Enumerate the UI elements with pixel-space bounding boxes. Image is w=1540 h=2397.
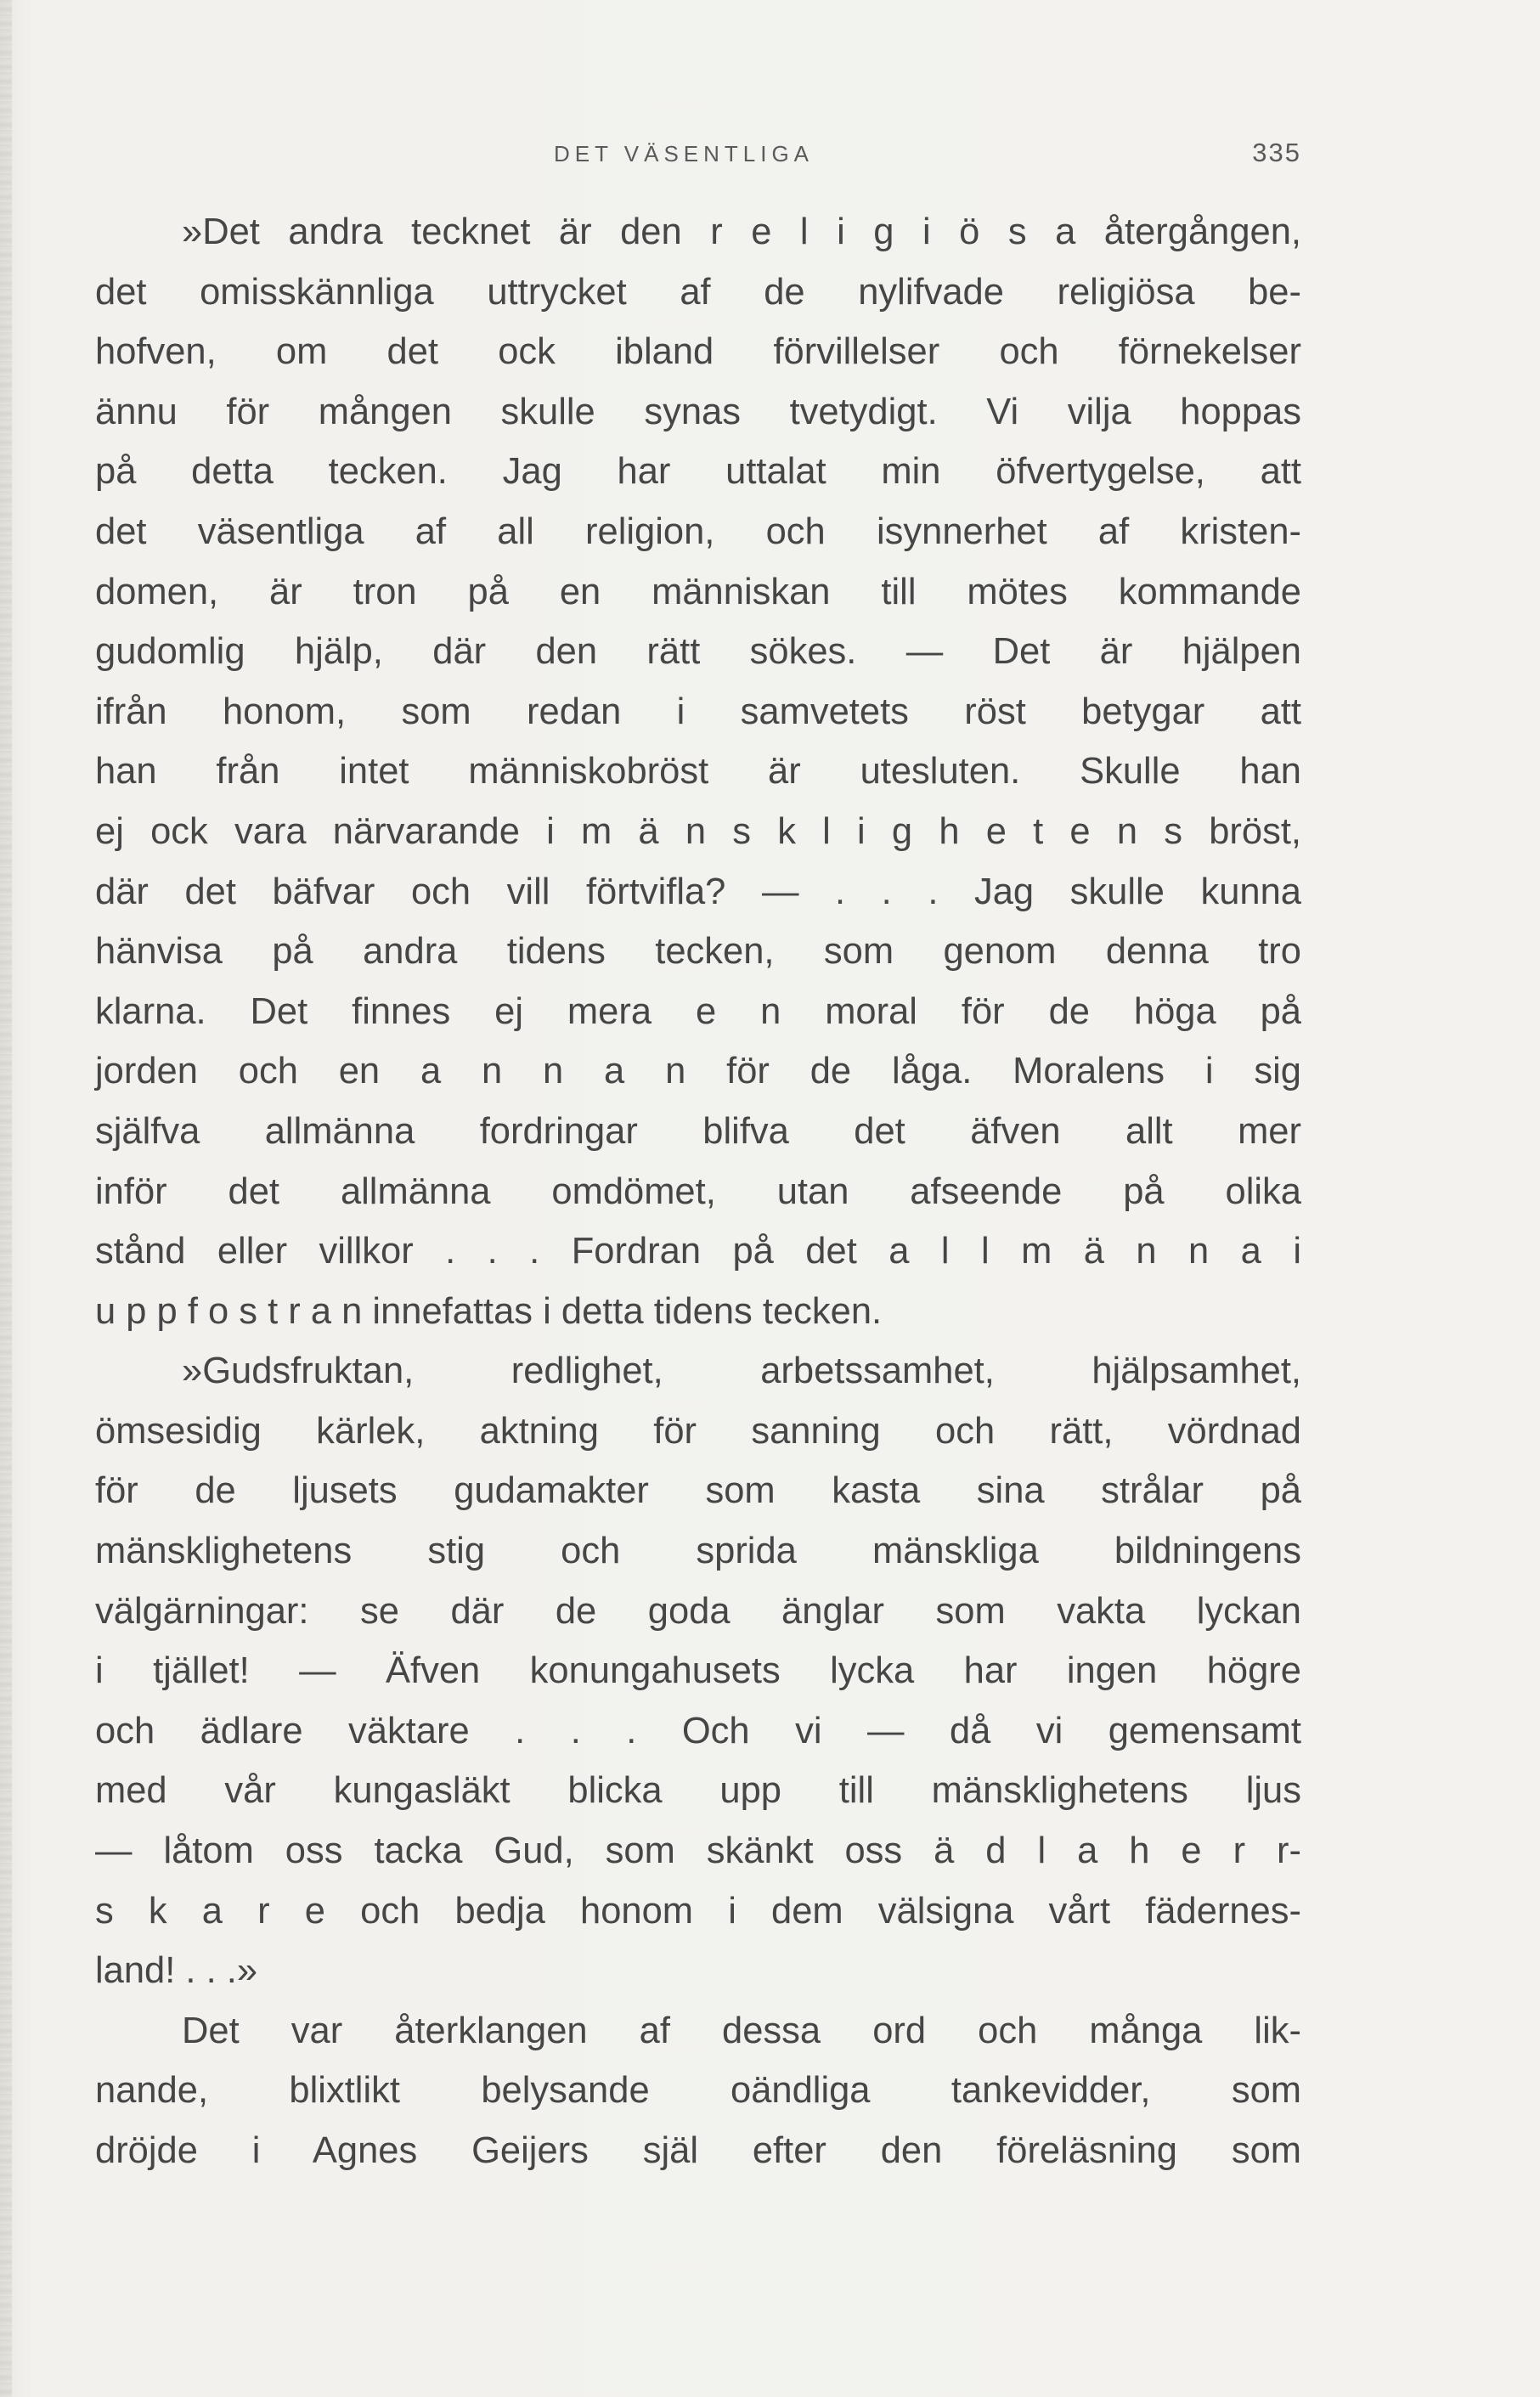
- text-line: hofven, om det ock ibland förvillelser och förnekelser: [95, 331, 1301, 373]
- text-line: inför det allmänna omdömet, utan afseende på olika: [95, 1170, 1301, 1212]
- text-line: där det bäfvar och vill förtvifla? — . . . Jag skulle kunna: [95, 871, 1301, 912]
- text-line: — låtom oss tacka Gud, som skänkt oss ä d l a h e r r-: [95, 1830, 1301, 1872]
- text-line: »Det andra tecknet är den r e l i g i ö s a återgången,: [182, 212, 1301, 252]
- text-line: välgärningar: se där de goda änglar som vakta lyckan: [95, 1590, 1301, 1632]
- text-line: land! . . .»: [95, 1950, 258, 1992]
- text-line: stånd eller villkor . . . Fordran på det a l l m ä n n a i: [95, 1231, 1301, 1272]
- text-line: han från intet människobröst är utesluten. Skulle han: [95, 751, 1301, 792]
- text-line: ömsesidig kärlek, aktning för sanning och rätt, vördnad: [95, 1410, 1301, 1452]
- text-line: för de ljusets gudamakter som kasta sina strålar på: [95, 1470, 1301, 1512]
- text-line: »Gudsfruktan, redlighet, arbetssamhet, hjälpsamhet,: [182, 1351, 1301, 1392]
- text-line: u p p f o s t r a n innefattas i detta tidens tecken.: [95, 1290, 883, 1332]
- text-line: dröjde i Agnes Geijers själ efter den föreläsning som: [95, 2130, 1301, 2171]
- binding-gutter: [0, 0, 12, 2397]
- text-line: Det var återklangen af dessa ord och många lik-: [182, 2010, 1301, 2051]
- text-line: hänvisa på andra tidens tecken, som genom denna tro: [95, 931, 1301, 973]
- text-line: s k a r e och bedja honom i dem välsigna vårt fädernes-: [95, 1890, 1301, 1932]
- text-line: ännu för mången skulle synas tvetydigt. Vi vilja hoppas: [95, 391, 1301, 432]
- text-line: jorden och en a n n a n för de låga. Moralens i sig: [95, 1051, 1301, 1092]
- text-line: gudomlig hjälp, där den rätt sökes. — Det är hjälpen: [95, 631, 1301, 673]
- text-line: med vår kungasläkt blicka upp till mänsklighetens ljus: [95, 1770, 1301, 1812]
- text-line: det omisskännliga uttrycket af de nylifvade religiösa be-: [95, 271, 1301, 313]
- body-text: [95, 202, 1301, 2181]
- text-line: nande, blixtlikt belysande oändliga tankevidder, som: [95, 2070, 1301, 2112]
- text-line: ifrån honom, som redan i samvetets röst betygar att: [95, 691, 1301, 732]
- running-head-title: DET VÄSENTLIGA: [554, 141, 815, 166]
- text-line: klarna. Det finnes ej mera e n moral för de höga på: [95, 990, 1301, 1032]
- page-number: 335: [1252, 138, 1301, 167]
- text-line: domen, är tron på en människan till mötes kommande: [95, 571, 1301, 612]
- text-line: det väsentliga af all religion, och isynnerhet af kristen-: [95, 510, 1301, 552]
- text-line: ej ock vara närvarande i m ä n s k l i g h e t e n s bröst,: [95, 810, 1301, 852]
- text-line: på detta tecken. Jag har uttalat min öfvertygelse, att: [95, 451, 1301, 493]
- text-line: i tjället! — Äfven konungahusets lycka har ingen högre: [95, 1650, 1301, 1692]
- text-line: själfva allmänna fordringar blifva det äfven allt mer: [95, 1110, 1301, 1152]
- text-line: mänsklighetens stig och sprida mänskliga bildningens: [95, 1531, 1301, 1572]
- text-line: och ädlare väktare . . . Och vi — då vi gemensamt: [95, 1710, 1301, 1751]
- running-head: [95, 138, 1301, 175]
